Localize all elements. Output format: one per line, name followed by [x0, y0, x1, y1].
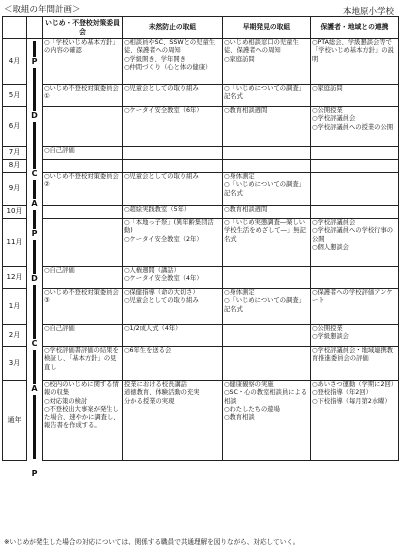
- pdca-cycle-column: [27, 39, 43, 478]
- pdca-letter: P: [29, 229, 40, 240]
- plan-cell: [223, 160, 311, 173]
- month-cell: 通年: [3, 381, 27, 461]
- table-row: [3, 267, 399, 289]
- plan-cell: [43, 325, 123, 347]
- plan-cell: [43, 206, 123, 219]
- plan-item: ○ケータイ安全教室（4年）: [124, 275, 203, 283]
- plan-cell: [223, 107, 311, 147]
- month-cell: 7月: [3, 147, 27, 160]
- col-header-detection: 早期発見の取組: [223, 17, 311, 39]
- pdca-arrow: [33, 41, 36, 459]
- plan-cell: [223, 325, 311, 347]
- plan-item: ○PTA総会、学級懇談会等で「学校いじめ基本方針」の説明: [312, 39, 394, 63]
- pdca-letter: C: [29, 339, 40, 350]
- month-cell: 4月: [3, 39, 27, 85]
- plan-item: ○自己評価: [44, 325, 75, 332]
- table-row: [3, 173, 399, 206]
- plan-item: ○学校評議員会: [312, 219, 356, 226]
- table-row: [3, 347, 399, 381]
- table-row: [3, 219, 399, 267]
- plan-item: ○「いじめ実態調査―楽しい学校生活をめざして―」無記名式: [224, 219, 306, 243]
- plan-item: ○対応策の検討: [44, 397, 88, 405]
- plan-item: ○「いじめについての調査」記名式: [224, 297, 305, 313]
- plan-cell: [311, 267, 399, 289]
- plan-cell: [223, 85, 311, 107]
- plan-item: ○ケータイ安全教室（2年）: [124, 235, 203, 243]
- plan-cell: [123, 85, 223, 107]
- plan-cell: [123, 267, 223, 289]
- plan-item: ○公開授業: [312, 107, 343, 114]
- plan-cell: [223, 381, 311, 461]
- plan-cell: [123, 347, 223, 381]
- plan-item: ○公開授業: [312, 325, 343, 332]
- plan-item: ○学校評価書評価の結果を検証し、「基本方針」の見直し: [44, 347, 119, 371]
- col-header-prevention: 未然防止の取組: [123, 17, 223, 39]
- pdca-letter: P: [29, 57, 40, 68]
- table-row: [3, 160, 399, 173]
- plan-item: ○いじめ相談窓口の児童生徒、保護者への周知: [224, 39, 299, 55]
- plan-item: ○教育相談: [224, 414, 255, 422]
- annual-plan-table: [2, 16, 399, 478]
- plan-item: 授業における校長講話: [124, 381, 187, 388]
- plan-cell: [43, 107, 123, 147]
- plan-cell: [311, 147, 399, 160]
- month-cell: 12月: [3, 267, 27, 289]
- plan-cell: [223, 206, 311, 219]
- plan-item: ○相談員やSC、SSWとの児童生徒、保護者への周知: [124, 39, 216, 55]
- plan-item: ○あいさつ運動（学期に2回）: [312, 381, 398, 388]
- pdca-letter: P: [29, 469, 40, 480]
- plan-item: ○学級懇談会: [312, 333, 349, 341]
- pdca-letter: A: [29, 199, 40, 210]
- plan-item: ○わたしたちの遊場: [224, 405, 280, 413]
- plan-item: ○身体測定: [224, 289, 255, 296]
- plan-item: ○「本地っ子祭」(異年齢集団活動): [124, 219, 214, 235]
- plan-cell: [223, 173, 311, 206]
- plan-item: ○保護者への学校評価アンケート: [312, 289, 393, 305]
- plan-cell: [123, 289, 223, 325]
- table-row: [3, 39, 399, 85]
- month-cell: 11月: [3, 219, 27, 267]
- pdca-letter: D: [29, 111, 40, 122]
- plan-item: ○自己評価: [44, 147, 75, 154]
- pdca-header: [27, 17, 43, 39]
- plan-cell: [43, 85, 123, 107]
- month-cell: 2月: [3, 325, 27, 347]
- plan-cell: [43, 347, 123, 381]
- plan-item: ○超絵実践教室（5年）: [124, 206, 191, 213]
- plan-cell: [43, 289, 123, 325]
- plan-item: ○SC・心の教室相談員による相談: [224, 389, 308, 405]
- month-cell: 5月: [3, 85, 27, 107]
- plan-cell: [311, 219, 399, 267]
- plan-item: ○校内のいじめに関する情報の収集: [44, 381, 119, 397]
- plan-item: ○児童会としての取り組み: [124, 85, 199, 92]
- plan-item: ○教育相談週間: [224, 206, 268, 213]
- month-cell: 8月: [3, 160, 27, 173]
- page-title: ＜取組の年間計画＞: [4, 5, 81, 15]
- plan-cell: [43, 173, 123, 206]
- plan-item: ○いじめ不登校対策委員会③: [44, 289, 119, 305]
- plan-cell: [311, 206, 399, 219]
- month-cell: 6月: [3, 107, 27, 147]
- pdca-letter: A: [29, 384, 40, 395]
- plan-cell: [311, 160, 399, 173]
- plan-cell: [123, 381, 223, 461]
- plan-cell: [123, 219, 223, 267]
- col-header-committee: いじめ・不登校対策委員会: [43, 17, 123, 39]
- plan-cell: [311, 347, 399, 381]
- plan-cell: [311, 173, 399, 206]
- plan-cell: [123, 325, 223, 347]
- plan-item: ○ケータイ安全教室（6年）: [124, 107, 203, 114]
- table-row: [3, 289, 399, 325]
- plan-item: ○個人懇談会: [312, 243, 349, 251]
- month-cell: 9月: [3, 173, 27, 206]
- plan-cell: [43, 381, 123, 461]
- plan-cell: [223, 289, 311, 325]
- plan-cell: [311, 39, 399, 85]
- table-row: [3, 325, 399, 347]
- plan-item: ○登校指導（年2回）: [312, 389, 372, 397]
- plan-item: ○児童会としての取り組み: [124, 173, 199, 180]
- footer-note: ※いじめが発生した場合の対応については、関係する職員で共通理解を図りながら、対応していく。: [4, 538, 300, 546]
- plan-cell: [123, 107, 223, 147]
- table-row: [3, 107, 399, 147]
- table-row: [3, 85, 399, 107]
- plan-item: ○学級開き、学年開き: [124, 55, 186, 63]
- month-cell: 1月: [3, 289, 27, 325]
- plan-cell: [43, 219, 123, 267]
- plan-item: ○人権週間（講話）: [124, 267, 180, 274]
- plan-cell: [311, 289, 399, 325]
- month-header: [3, 17, 27, 39]
- plan-item: ○下校指導（毎月第2水曜）: [312, 397, 391, 405]
- plan-item: ○家庭訪問: [224, 55, 255, 63]
- plan-cell: [223, 347, 311, 381]
- plan-item: ○自己評価: [44, 267, 75, 274]
- month-cell: 10月: [3, 206, 27, 219]
- plan-item: ○いじめ不登校対策委員会①: [44, 85, 119, 101]
- plan-cell: [223, 39, 311, 85]
- plan-item: ○仲間づくり（心と体の健康）: [124, 63, 212, 71]
- plan-item: ○いじめ不登校対策委員会②: [44, 173, 119, 189]
- plan-cell: [43, 160, 123, 173]
- plan-item: ○学校評議員への授業の公開: [312, 123, 394, 131]
- plan-item: ○「学校いじめ基本方針」の内容の確認: [44, 39, 119, 55]
- school-name: 本地原小学校: [342, 7, 394, 17]
- plan-item: ○家庭訪問: [312, 85, 343, 92]
- plan-item: ○教育相談週間: [224, 107, 268, 114]
- plan-item: 分かる授業の実現: [124, 397, 175, 405]
- plan-cell: [311, 85, 399, 107]
- table-row: [3, 147, 399, 160]
- plan-item: ○保健指導（命の大切さ）: [124, 289, 199, 296]
- plan-cell: [123, 39, 223, 85]
- plan-item: ○「いじめについての調査」記名式: [224, 85, 305, 101]
- plan-item: ○児童会としての取り組み: [124, 297, 199, 305]
- plan-cell: [123, 160, 223, 173]
- plan-item: ○「いじめについての調査」記名式: [224, 181, 305, 197]
- plan-item: ○不登校出大事案が発生した場合、速やかに調査し、報告書を作成する。: [44, 405, 120, 430]
- plan-cell: [123, 173, 223, 206]
- plan-cell: [43, 147, 123, 160]
- plan-cell: [43, 267, 123, 289]
- plan-item: ○1/2成人式（4年）: [124, 325, 182, 332]
- plan-item: 道徳教育、体験活動の充実: [124, 389, 200, 397]
- plan-cell: [223, 219, 311, 267]
- plan-cell: [123, 206, 223, 219]
- plan-cell: [123, 147, 223, 160]
- plan-cell: [311, 325, 399, 347]
- table-row: [3, 206, 399, 219]
- plan-item: ○身体測定: [224, 173, 255, 180]
- plan-item: ○6年生を送る会: [124, 347, 172, 354]
- plan-cell: [43, 39, 123, 85]
- table-row: [3, 381, 399, 461]
- plan-cell: [311, 107, 399, 147]
- plan-item: ○学校評議員会: [312, 115, 356, 123]
- plan-cell: [311, 381, 399, 461]
- plan-item: ○学校評議員会・地域連携教育推進委員会の評価: [312, 347, 394, 363]
- col-header-community: 保護者・地域との連携: [311, 17, 399, 39]
- pdca-letter: D: [29, 274, 40, 285]
- plan-cell: [223, 147, 311, 160]
- plan-cell: [223, 267, 311, 289]
- month-cell: 3月: [3, 347, 27, 381]
- plan-item: ○健康観察の実施: [224, 381, 274, 388]
- plan-item: ○学校評議員への学校行事の公開: [312, 227, 394, 243]
- pdca-letter: C: [29, 169, 40, 180]
